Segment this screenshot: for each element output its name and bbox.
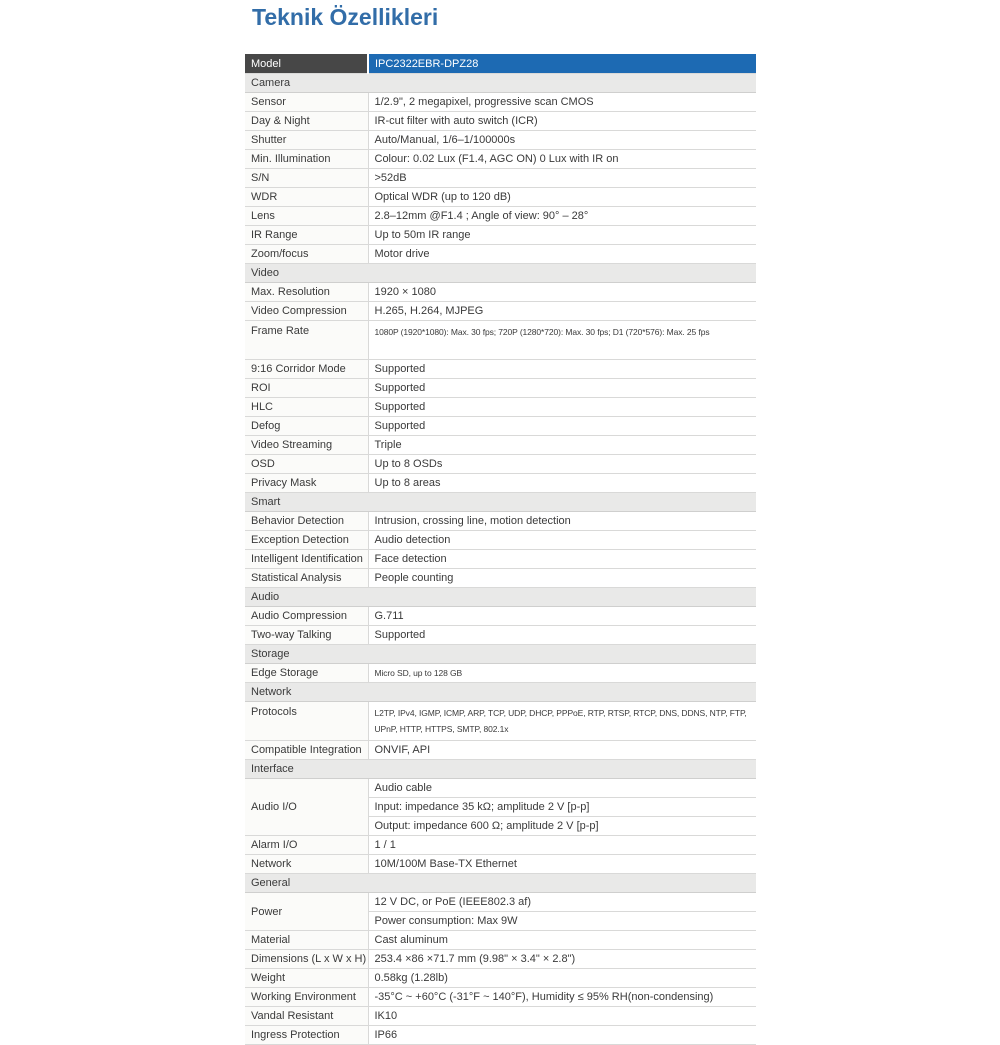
spec-label: Day & Night xyxy=(245,112,368,131)
spec-label: Privacy Mask xyxy=(245,474,368,493)
spec-label: HLC xyxy=(245,398,368,417)
spec-row xyxy=(245,607,756,626)
spec-value: 253.4 ×86 ×71.7 mm (9.98" × 3.4" × 2.8") xyxy=(368,950,756,969)
spec-value: L2TP, IPv4, IGMP, ICMP, ARP, TCP, UDP, DHCP, PPPoE, RTP, RTSP, RTCP, DNS, DDNS, NTP, FTP, UPnP, HTTP, HTTPS, SMTP, 802.1x xyxy=(368,702,756,741)
model-row xyxy=(245,54,756,74)
spec-row xyxy=(245,131,756,150)
spec-row xyxy=(245,931,756,950)
spec-label: Vandal Resistant xyxy=(245,1007,368,1026)
spec-value: 12 V DC, or PoE (IEEE802.3 af) xyxy=(368,893,756,912)
spec-row xyxy=(245,855,756,874)
section-row-smart xyxy=(245,493,756,512)
section-row-video xyxy=(245,264,756,283)
spec-value: 10M/100M Base-TX Ethernet xyxy=(368,855,756,874)
spec-row xyxy=(245,169,756,188)
spec-row xyxy=(245,379,756,398)
spec-value: Audio cable xyxy=(368,779,756,798)
section-header: General xyxy=(245,874,756,893)
spec-row xyxy=(245,702,756,741)
spec-label: Exception Detection xyxy=(245,531,368,550)
section-row-network xyxy=(245,683,756,702)
spec-value: Power consumption: Max 9W xyxy=(368,912,756,931)
spec-row xyxy=(245,664,756,683)
section-header: Storage xyxy=(245,645,756,664)
spec-row xyxy=(245,226,756,245)
spec-row xyxy=(245,1026,756,1045)
spec-label: Alarm I/O xyxy=(245,836,368,855)
spec-row xyxy=(245,512,756,531)
spec-value: Output: impedance 600 Ω; amplitude 2 V [p-p] xyxy=(368,817,756,836)
spec-value: Supported xyxy=(368,398,756,417)
spec-row xyxy=(245,245,756,264)
spec-label: Audio Compression xyxy=(245,607,368,626)
spec-table-body xyxy=(245,54,756,1045)
section-header: Video xyxy=(245,264,756,283)
spec-row xyxy=(245,188,756,207)
spec-row xyxy=(245,950,756,969)
section-header: Interface xyxy=(245,760,756,779)
spec-label: Network xyxy=(245,855,368,874)
section-header: Smart xyxy=(245,493,756,512)
spec-label: 9:16 Corridor Mode xyxy=(245,360,368,379)
spec-label: Protocols xyxy=(245,702,368,741)
spec-label: Intelligent Identification xyxy=(245,550,368,569)
spec-label: Max. Resolution xyxy=(245,283,368,302)
spec-row xyxy=(245,741,756,760)
model-label: Model xyxy=(245,54,368,74)
spec-label: ROI xyxy=(245,379,368,398)
spec-row xyxy=(245,779,756,798)
spec-row xyxy=(245,474,756,493)
spec-label: Edge Storage xyxy=(245,664,368,683)
spec-row xyxy=(245,836,756,855)
spec-value: 1080P (1920*1080): Max. 30 fps; 720P (1280*720): Max. 30 fps; D1 (720*576): Max. 25 fps xyxy=(368,321,756,360)
spec-row xyxy=(245,436,756,455)
section-row-audio xyxy=(245,588,756,607)
page-title: Teknik Özellikleri xyxy=(252,4,439,30)
spec-row xyxy=(245,550,756,569)
model-value: IPC2322EBR-DPZ28 xyxy=(368,54,756,74)
spec-label: Zoom/focus xyxy=(245,245,368,264)
spec-label: Behavior Detection xyxy=(245,512,368,531)
section-header: Camera xyxy=(245,74,756,93)
spec-value: ONVIF, API xyxy=(368,741,756,760)
spec-value: IP66 xyxy=(368,1026,756,1045)
spec-value: -35°C ~ +60°C (-31°F ~ 140°F), Humidity ≤ 95% RH(non-condensing) xyxy=(368,988,756,1007)
spec-value: IR-cut filter with auto switch (ICR) xyxy=(368,112,756,131)
spec-value: Supported xyxy=(368,360,756,379)
spec-row xyxy=(245,112,756,131)
spec-value: Cast aluminum xyxy=(368,931,756,950)
spec-value: Micro SD, up to 128 GB xyxy=(368,664,756,683)
spec-value: Motor drive xyxy=(368,245,756,264)
spec-label: Statistical Analysis xyxy=(245,569,368,588)
spec-row xyxy=(245,893,756,912)
spec-value: Intrusion, crossing line, motion detection xyxy=(368,512,756,531)
spec-value: G.711 xyxy=(368,607,756,626)
spec-value: 1 / 1 xyxy=(368,836,756,855)
section-row-interface xyxy=(245,760,756,779)
spec-value: 1920 × 1080 xyxy=(368,283,756,302)
spec-row xyxy=(245,417,756,436)
spec-value: Up to 50m IR range xyxy=(368,226,756,245)
spec-row xyxy=(245,360,756,379)
spec-sheet xyxy=(245,0,756,1045)
spec-label: Two-way Talking xyxy=(245,626,368,645)
spec-value: Supported xyxy=(368,626,756,645)
spec-row xyxy=(245,302,756,321)
spec-value: Optical WDR (up to 120 dB) xyxy=(368,188,756,207)
spec-row xyxy=(245,321,756,360)
spec-label: Sensor xyxy=(245,93,368,112)
spec-row xyxy=(245,283,756,302)
spec-value: 2.8–12mm @F1.4 ; Angle of view: 90° – 28° xyxy=(368,207,756,226)
spec-label: Weight xyxy=(245,969,368,988)
spec-value: Colour: 0.02 Lux (F1.4, AGC ON) 0 Lux with IR on xyxy=(368,150,756,169)
spec-table xyxy=(245,54,756,1045)
spec-value: 0.58kg (1.28lb) xyxy=(368,969,756,988)
spec-label: IR Range xyxy=(245,226,368,245)
spec-label: Dimensions (L x W x H) xyxy=(245,950,368,969)
spec-label: WDR xyxy=(245,188,368,207)
spec-label: Working Environment xyxy=(245,988,368,1007)
spec-row xyxy=(245,150,756,169)
spec-label: Audio I/O xyxy=(245,779,368,836)
spec-row xyxy=(245,988,756,1007)
spec-label: Defog xyxy=(245,417,368,436)
spec-label: Min. Illumination xyxy=(245,150,368,169)
section-row-general xyxy=(245,874,756,893)
spec-row xyxy=(245,1007,756,1026)
spec-label: Shutter xyxy=(245,131,368,150)
spec-value: 1/2.9", 2 megapixel, progressive scan CMOS xyxy=(368,93,756,112)
section-row-camera xyxy=(245,74,756,93)
spec-row xyxy=(245,969,756,988)
spec-label: Lens xyxy=(245,207,368,226)
spec-value: Audio detection xyxy=(368,531,756,550)
section-header: Network xyxy=(245,683,756,702)
spec-label: Video Compression xyxy=(245,302,368,321)
spec-label: Compatible Integration xyxy=(245,741,368,760)
spec-row xyxy=(245,626,756,645)
spec-value: Auto/Manual, 1/6–1/100000s xyxy=(368,131,756,150)
spec-row xyxy=(245,207,756,226)
spec-label: S/N xyxy=(245,169,368,188)
spec-label: Power xyxy=(245,893,368,931)
spec-row xyxy=(245,398,756,417)
spec-value: >52dB xyxy=(368,169,756,188)
spec-value: Face detection xyxy=(368,550,756,569)
spec-value: Input: impedance 35 kΩ; amplitude 2 V [p-p] xyxy=(368,798,756,817)
spec-label: Video Streaming xyxy=(245,436,368,455)
spec-value: Triple xyxy=(368,436,756,455)
spec-row xyxy=(245,93,756,112)
spec-row xyxy=(245,455,756,474)
spec-value: IK10 xyxy=(368,1007,756,1026)
spec-value: People counting xyxy=(368,569,756,588)
section-row-storage xyxy=(245,645,756,664)
spec-label: Material xyxy=(245,931,368,950)
spec-value: Up to 8 areas xyxy=(368,474,756,493)
spec-row xyxy=(245,569,756,588)
spec-label: Ingress Protection xyxy=(245,1026,368,1045)
spec-value: Supported xyxy=(368,417,756,436)
spec-value: H.265, H.264, MJPEG xyxy=(368,302,756,321)
spec-label: Frame Rate xyxy=(245,321,368,360)
spec-row xyxy=(245,531,756,550)
section-header: Audio xyxy=(245,588,756,607)
spec-label: OSD xyxy=(245,455,368,474)
spec-value: Up to 8 OSDs xyxy=(368,455,756,474)
spec-value: Supported xyxy=(368,379,756,398)
